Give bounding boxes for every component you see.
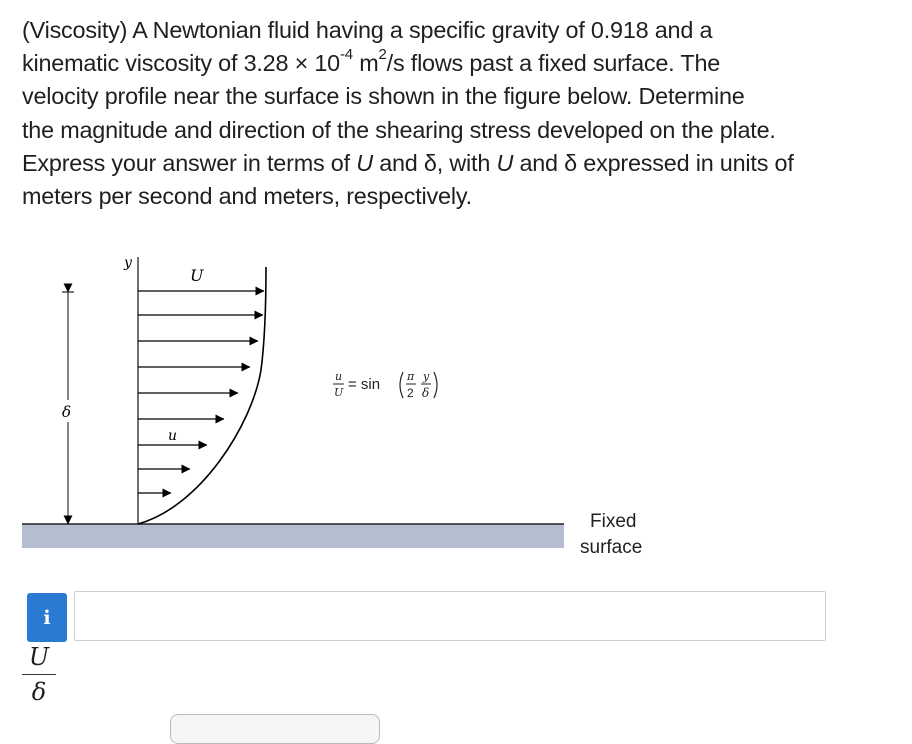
delta-label: δ — [62, 403, 72, 421]
U-label: U — [190, 266, 204, 285]
fixed-plate — [22, 524, 564, 548]
eq-pi: π — [407, 370, 415, 383]
y-axis-label: y — [124, 255, 132, 271]
question-line-3: velocity profile near the surface is shown in the figure below. Determine — [22, 83, 745, 110]
eq-two: 2 — [407, 386, 414, 400]
eq-delta: δ — [422, 386, 430, 400]
eq-equals-sin: = sin — [348, 376, 381, 393]
question-line-4: the magnitude and direction of the shearing stress developed on the plate. — [22, 116, 776, 143]
question-line-1: (Viscosity) A Newtonian fluid having a specific gravity of 0.918 and a — [22, 17, 713, 43]
answer-unit — [22, 645, 56, 704]
profile-equation — [333, 370, 437, 400]
question-line-6: meters per second and meters, respectively. — [22, 183, 472, 210]
velocity-profile-curve — [138, 267, 266, 524]
eq-y: y — [423, 370, 430, 383]
fixed-surface-label-1: Fixed — [590, 511, 637, 532]
eq-left-paren — [400, 372, 403, 398]
question-line-2: kinematic viscosity of $3.28 \times 10^{-4}$ $m^2/s$ flows past a fixed surface. The — [22, 46, 721, 77]
question-text — [22, 14, 892, 213]
info-icon-glyph: i — [43, 606, 51, 629]
fixed-surface-label-2: surface — [580, 537, 643, 558]
velocity-arrows — [138, 291, 264, 493]
u-label: u — [168, 428, 178, 444]
unit-numerator: U — [22, 645, 56, 675]
unit-denominator: δ — [31, 678, 47, 706]
question-line-5: Express your answer in terms of U and δ, with U and δ expressed in units of — [22, 149, 794, 176]
info-icon[interactable] — [27, 593, 67, 642]
answer-input[interactable] — [74, 591, 826, 641]
velocity-profile-figure — [20, 245, 680, 565]
eq-u: u — [335, 370, 343, 383]
eq-U: U — [334, 386, 344, 399]
partial-button[interactable] — [170, 714, 380, 744]
eq-right-paren — [434, 372, 437, 398]
